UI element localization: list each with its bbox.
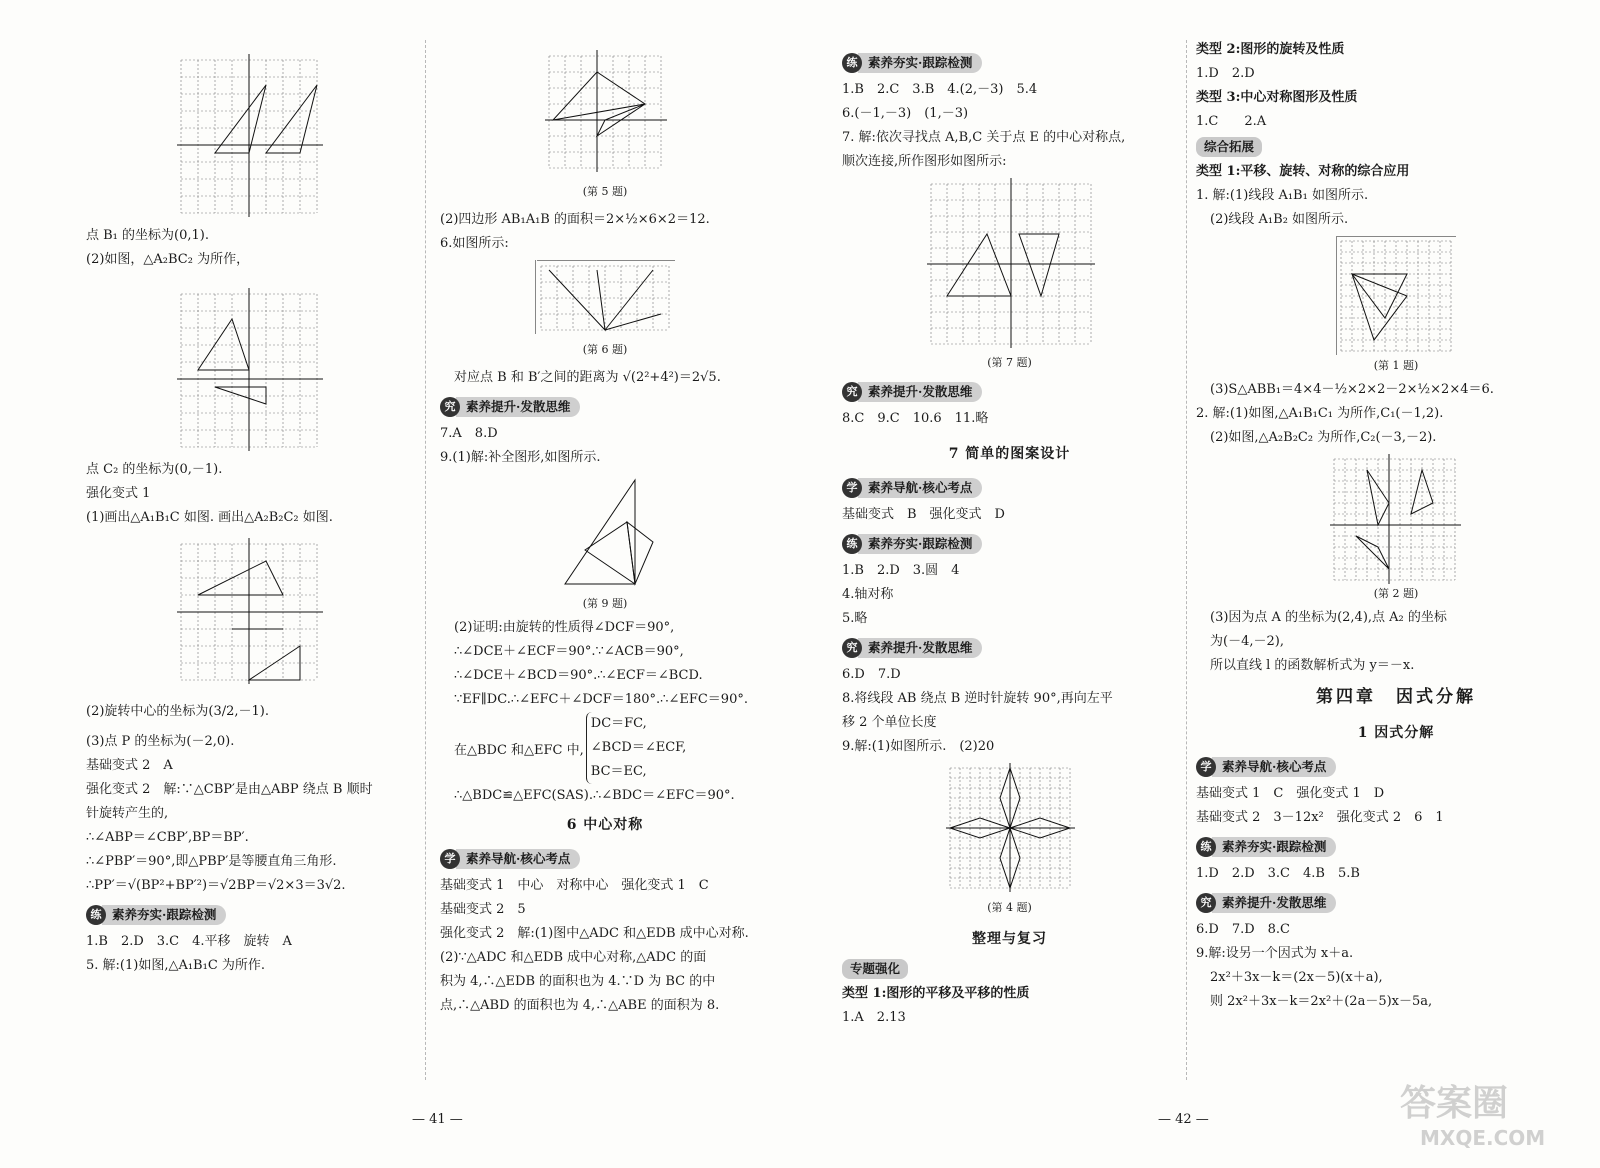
text-strengthen-2-line4: ∴∠PBP′＝90°,即△PBP′是等腰直角三角形.	[86, 854, 337, 869]
text-q2: 2. 解:(1)如图,△A₁B₁C₁ 为所作,C₁(－1,2).	[1196, 406, 1444, 421]
caption-c4-q2: (第 2 题)	[1373, 587, 1419, 600]
text-a1: 1.B 2.C 3.B 4.(2,－3) 5.4	[842, 82, 1038, 97]
text-b6: 8.将线段 AB 绕点 B 逆时针旋转 90°,再向左平	[842, 691, 1113, 706]
figure-q5	[535, 42, 675, 182]
section-header-extend	[1196, 892, 1596, 914]
text-b4: 5.略	[842, 611, 868, 626]
column-4	[1196, 38, 1596, 1014]
practice-icon: 练	[842, 53, 862, 73]
practice-icon: 练	[1196, 837, 1216, 857]
text-strengthen-2-line5: ∴PP′＝√(BP²+BP′²)＝√2BP＝√2×3＝3√2.	[86, 878, 346, 893]
text-s6: 点,∴△ABD 的面积也为 4,∴△ABE 的面积为 8.	[440, 998, 720, 1013]
figure-shape	[585, 522, 635, 584]
text-c7: 则 2x²＋3x－k＝2x²＋(2a－5)x－5a,	[1210, 994, 1433, 1009]
column-1	[86, 38, 416, 978]
text-c2-coordinate: 点 C₂ 的坐标为(0,－1).	[86, 462, 223, 477]
text-b5: 6.D 7.D	[842, 667, 901, 682]
text-ca1: 1.D 2.D	[1196, 66, 1255, 81]
caption-q7: (第 7 题)	[987, 356, 1032, 369]
figure-shape	[1019, 234, 1059, 296]
text-c2: 基础变式 2 3－12x² 强化变式 2 6 1	[1196, 810, 1444, 825]
figure-c4-q1	[1336, 236, 1456, 356]
learn-icon: 学	[1196, 757, 1216, 777]
column-divider	[1186, 40, 1187, 1080]
text-strengthen-2-line2: 针旋转产生的,	[86, 806, 169, 821]
section-header-learn	[1196, 756, 1596, 778]
answer-5: 5. 解:(1)如图,△A₁B₁C 为所作.	[86, 958, 266, 973]
figure-shape	[605, 314, 661, 330]
text-a4: 顺次连接,所作图形如图所示:	[842, 154, 1007, 169]
proof-system	[440, 712, 770, 784]
text-q1: 1. 解:(1)线段 A₁B₁ 如图所示.	[1196, 188, 1369, 203]
answers-1-4: 1.B 2.D 3.C 4.平移 旋转 A	[86, 934, 292, 949]
heading-strengthen-1: 强化变式 1	[86, 486, 151, 501]
section-header-label: 素养导航·核心考点	[456, 849, 580, 869]
section-header-label: 素养夯实·跟踪检测	[858, 53, 982, 73]
text-c1: 基础变式 1 C 强化变式 1 D	[1196, 786, 1385, 801]
section-header-practice	[86, 904, 416, 926]
left-page-fold	[425, 40, 426, 1080]
text-type-2: 类型 2:图形的旋转及性质	[1196, 42, 1345, 57]
proof-line-2: ∴∠DCE＋∠ECF＝90°.∵∠ACB＝90°,	[454, 644, 684, 659]
section-header-extend	[842, 381, 1177, 403]
page-number-left: — 41 —	[412, 1112, 463, 1127]
watermark-logo	[1400, 1075, 1590, 1163]
section-header-label: 素养提升·发散思维	[858, 638, 982, 658]
proof-conclusion: ∴△BDC≌△EFC(SAS).∴∠BDC＝∠EFC＝90°.	[454, 788, 735, 803]
figure-shape	[215, 387, 266, 404]
section-header-label: 素养导航·核心考点	[858, 478, 982, 498]
text-area: (2)四边形 AB₁A₁B 的面积＝2×½×6×2＝12.	[440, 212, 710, 227]
column-2	[440, 38, 770, 1018]
text-c5: 9.解:设另一个因式为 x＋a.	[1196, 946, 1354, 961]
figure-grid-a2bc2	[166, 276, 336, 456]
research-icon: 究	[842, 382, 862, 402]
text-b3: 4.轴对称	[842, 587, 894, 602]
learn-icon: 学	[440, 849, 460, 869]
figure-shape	[549, 270, 605, 330]
text-type-1-combined: 类型 1:平移、旋转、对称的综合应用	[1196, 164, 1410, 179]
text-basic-2: 基础变式 2 A	[86, 758, 173, 773]
watermark-small: MXQE.COM	[1420, 1126, 1546, 1150]
figure-c4-q2	[1329, 454, 1464, 584]
text-a3: 7. 解:依次寻找点 A,B,C 关于点 E 的中心对称点,	[842, 130, 1126, 145]
figure-grid-b1	[166, 42, 336, 222]
text-a2: 6.(－1,－3) (1,－3)	[842, 106, 969, 121]
proof-cond-3: BC＝EC,	[590, 764, 647, 779]
text-q2e: 所以直线 l 的函数解析式为 y＝－x.	[1210, 658, 1415, 673]
caption-q5: (第 5 题)	[582, 185, 628, 198]
text-q2b: (2)如图,△A₂B₂C₂ 为所作,C₂(－3,－2).	[1210, 430, 1437, 445]
caption-q9: (第 9 题)	[582, 597, 628, 610]
text-c4: 6.D 7.D 8.C	[1196, 922, 1291, 937]
text-strengthen-2-line3: ∴∠ABP＝∠CBP′,BP＝BP′.	[86, 830, 249, 845]
column-3	[842, 38, 1177, 1030]
text-b1-coordinate: 点 B₁ 的坐标为(0,1).	[86, 228, 209, 243]
figure-q7	[925, 178, 1095, 353]
figure-shape	[1352, 274, 1407, 340]
text-s1: 基础变式 1 中心 对称中心 强化变式 1 C	[440, 878, 709, 893]
section-header-practice-2	[842, 533, 1177, 555]
section-header-label: 素养提升·发散思维	[1212, 893, 1336, 913]
text-s4: (2)∵△ADC 和△EDB 成中心对称,△ADC 的面	[440, 950, 707, 965]
figure-shape	[266, 85, 317, 153]
practice-icon: 练	[86, 905, 106, 925]
figure-shape	[605, 270, 653, 330]
figure-shape	[627, 522, 653, 584]
tag-comprehensive: 综合拓展	[1196, 137, 1262, 157]
text-b1: 基础变式 B 强化变式 D	[842, 507, 1005, 522]
section-header-extend	[440, 396, 770, 418]
section-header-label: 素养提升·发散思维	[456, 397, 580, 417]
proof-line-3: ∴∠DCE＋∠BCD＝90°.∴∠ECF＝∠BCD.	[454, 668, 703, 683]
section-title-factoring: 1 因式分解	[1357, 725, 1435, 741]
section-header-learn	[440, 848, 770, 870]
section-title-central-symmetry: 6 中心对称	[566, 817, 644, 833]
research-icon: 究	[842, 638, 862, 658]
text-q2d: 为(－4,－2),	[1210, 634, 1284, 649]
page-number-right: — 42 —	[1158, 1112, 1209, 1127]
section-header-label: 素养夯实·跟踪检测	[858, 534, 982, 554]
figure-q6	[535, 260, 675, 340]
proof-line-4: ∵EF∥DC.∴∠EFC＋∠DCF＝180°.∴∠EFC＝90°.	[454, 692, 748, 707]
practice-icon: 练	[842, 534, 862, 554]
text-q1b: (2)线段 A₁B₂ 如图所示.	[1210, 212, 1349, 227]
section-header-practice	[1196, 836, 1596, 858]
text-s2: 基础变式 2 5	[440, 902, 526, 917]
text-ca2: 1.C 2.A	[1196, 114, 1267, 129]
text-q9: 9.(1)解:补全图形,如图所示.	[440, 450, 601, 465]
figure-q4-pattern	[945, 763, 1075, 898]
proof-cond-2: ∠BCD＝∠ECF,	[590, 740, 687, 755]
text-q6: 6.如图所示:	[440, 236, 509, 251]
text-point-p: (3)点 P 的坐标为(－2,0).	[86, 734, 235, 749]
text-part-2: (2)如图，△A₂BC₂ 为所作，	[86, 252, 250, 267]
text-s5: 积为 4,∴△EDB 的面积也为 4.∵D 为 BC 的中	[440, 974, 716, 989]
text-strengthen-1-part1: (1)画出△A₁B₁C 如图. 画出△A₂B₂C₂ 如图.	[86, 510, 333, 525]
figure-shape	[198, 319, 249, 370]
caption-q4: (第 4 题)	[987, 901, 1032, 914]
caption-q6: (第 6 题)	[582, 343, 628, 356]
section-header-practice	[842, 52, 1177, 74]
tag-special-topic: 专题强化	[842, 959, 908, 979]
proof-line-1: (2)证明:由旋转的性质得∠DCF＝90°,	[454, 620, 675, 635]
text-b2: 1.B 2.D 3.圆 4	[842, 563, 960, 578]
text-q1c: (3)S△ABB₁＝4×4－½×2×2－2×½×2×4＝6.	[1210, 382, 1494, 397]
section-header-learn	[842, 477, 1177, 499]
text-b8: 9.解:(1)如图所示. (2)20	[842, 739, 995, 754]
text-q2c: (3)因为点 A 的坐标为(2,4),点 A₂ 的坐标	[1210, 610, 1447, 625]
section-title-pattern-design: 7 简单的图案设计	[948, 446, 1071, 462]
text-type-1: 类型 1:图形的平移及平移的性质	[842, 986, 1030, 1001]
text-s3: 强化变式 2 解:(1)图中△ADC 和△EDB 成中心对称.	[440, 926, 749, 941]
figure-q9	[545, 474, 665, 594]
caption-c4-q1: (第 1 题)	[1373, 359, 1419, 372]
section-header-label: 素养夯实·跟踪检测	[1212, 837, 1336, 857]
figure-shape	[565, 480, 635, 584]
section-title-review: 整理与复习	[972, 931, 1047, 947]
text-distance: 对应点 B 和 B′之间的距离为 √(2²+4²)＝2√5.	[454, 370, 721, 385]
text-type-3: 类型 3:中心对称图形及性质	[1196, 90, 1358, 105]
text-c6: 2x²＋3x－k＝(2x－5)(x＋a),	[1210, 970, 1383, 985]
text-rotation-center: (2)旋转中心的坐标为(3/2,－1).	[86, 704, 270, 719]
proof-cond-1: DC＝FC,	[590, 716, 647, 731]
text-b7: 移 2 个单位长度	[842, 715, 937, 730]
section-header-label: 素养导航·核心考点	[1212, 757, 1336, 777]
answers-7-8: 7.A 8.D	[440, 426, 498, 441]
section-header-extend-2	[842, 637, 1177, 659]
text-strengthen-2-line1: 强化变式 2 解:∵△CBP′是由△ABP 绕点 B 顺时	[86, 782, 373, 797]
learn-icon: 学	[842, 478, 862, 498]
watermark-big: 答案圈	[1400, 1083, 1509, 1124]
figure-shape	[249, 646, 300, 680]
section-header-label: 素养夯实·跟踪检测	[102, 905, 226, 925]
section-header-label: 素养提升·发散思维	[858, 382, 982, 402]
figure-shape	[215, 85, 266, 153]
text-c3: 1.D 2.D 3.C 4.B 5.B	[1196, 866, 1360, 881]
chapter-title: 第四章 因式分解	[1316, 687, 1476, 707]
proof-brace	[586, 712, 687, 784]
text-t2: 1.A 2.13	[842, 1010, 906, 1025]
text-a5: 8.C 9.C 10.6 11.略	[842, 411, 989, 426]
research-icon: 究	[440, 397, 460, 417]
figure-shape	[1356, 536, 1389, 569]
proof-system-intro: 在△BDC 和△EFC 中,	[454, 742, 584, 758]
research-icon: 究	[1196, 893, 1216, 913]
figure-grid-strengthen-1	[166, 534, 336, 694]
